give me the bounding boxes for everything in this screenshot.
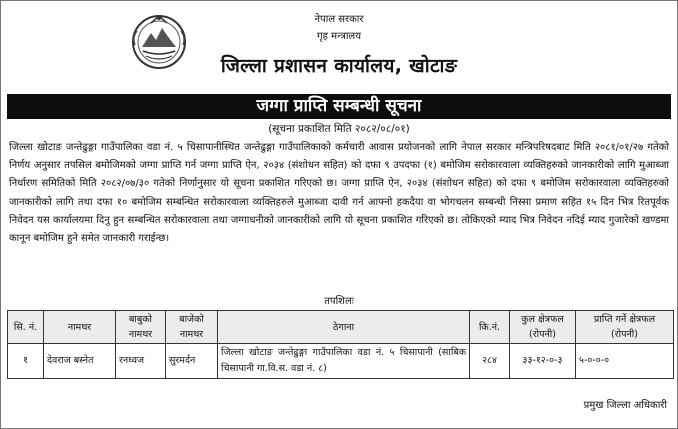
signatory-title: प्रमुख जिल्ला अधिकारी: [583, 400, 667, 411]
cell-grandfather: सुरमर्दन: [166, 344, 218, 379]
notice-body: जिल्ला खोटाङ जन्तेढुङ्गा गाउँपालिका वडा नं. ५ चिसापानीस्थित जन्तेढुङ्गा गाउँपालिकाको कर्मचारी आवास प्रयोजनको लागि नेपाल सरकार मन्त्रिपरिषदबाट मिति २०८१/०१/२७ गतेको निर्णय अनुसार तपसिल बमोजिमको जग्गा प्राप्ति गर्न जग्गा प्राप्ति ऐन, २०३४ (संशोधन सहित) को दफा ९ उपदफा (१) बमोजिम सरोकारवाला व्यक्तिहरुको जानकारीको लागि मुआब्जा निर्धारण समितिको मिति २०८२/०७/३० गतेको निर्णानुसार यो सूचना प्रकाशित गरिएको छ। जग्गा प्राप्ति ऐन, २०३४ (संशोधन सहित) को दफा ९ बमोजिम सरोकारवाला व्यक्तिहरुको जानकारीको लागि तथा दफा १० बमोजिम सम्बन्धित सरोकारवाला व्यक्तिहरुले मुआब्जा दावी गर्न आफ्नो हकदैया वा भोगचलन सम्बन्धी निस्सा प्रमाण सहित १५ दिन भित्र रितपूर्वक निवेदन यस कार्यालयमा दिनु हुन सम्बन्धित सरोकारवाला तथा जग्गाधनीको जानकारीको लागि यो सूचना प्रकाशित गरिएको छ। तोकिएको म्याद भित्र निवेदन नदिई म्याद गुजारेको खण्डमा कानून बमोजिम हुने समेत जानकारी गराईन्छ।: [9, 142, 669, 245]
table-row: [8, 344, 674, 379]
government-name: नेपाल सरकार: [314, 14, 364, 25]
header-total-area: कुल क्षेत्रफल (रोपनी): [510, 311, 576, 344]
cell-sn: १: [8, 344, 44, 379]
publication-date: (सूचना प्रकाशित मिति २०८२/०८/०१): [268, 123, 410, 135]
notice-title: जग्गा प्राप्ति सम्बन्धी सूचना: [7, 94, 671, 119]
letterhead: [1, 1, 677, 93]
header-acquire-area: प्राप्ति गर्ने क्षेत्रफल (रोपनी): [576, 311, 674, 344]
header-address: ठेगाना: [218, 311, 470, 344]
header-name: नामथर: [44, 311, 116, 344]
header-sn: सि. नं.: [8, 311, 44, 344]
header-plot: कि.नं.: [470, 311, 510, 344]
cell-address: जिल्ला खोटाङ जन्तेढुङ्गा गाउँपालिका वडा नं. ५ चिसापानी (साबिक चिसापानी गा.वि.स. वडा नं. ८): [218, 344, 470, 379]
cell-total-area: ३३-१२-०-३: [510, 344, 576, 379]
office-name: जिल्ला प्रशासन कार्यालय, खोटाङ: [220, 55, 458, 77]
cell-plot: २८४: [470, 344, 510, 379]
cell-name: देवराज बस्नेत: [44, 344, 116, 379]
schedule-table: [7, 310, 674, 379]
ministry-name: गृह मन्त्रालय: [316, 31, 362, 42]
header-grandfather: बाजेको नामथर: [166, 311, 218, 344]
table-header-row: [8, 311, 674, 344]
cell-acquire-area: ५-०-०-०: [576, 344, 674, 379]
schedule-label: तपशिलः: [324, 296, 354, 307]
cell-father: रनध्वज: [116, 344, 166, 379]
header-father: बाबुको नामथर: [116, 311, 166, 344]
